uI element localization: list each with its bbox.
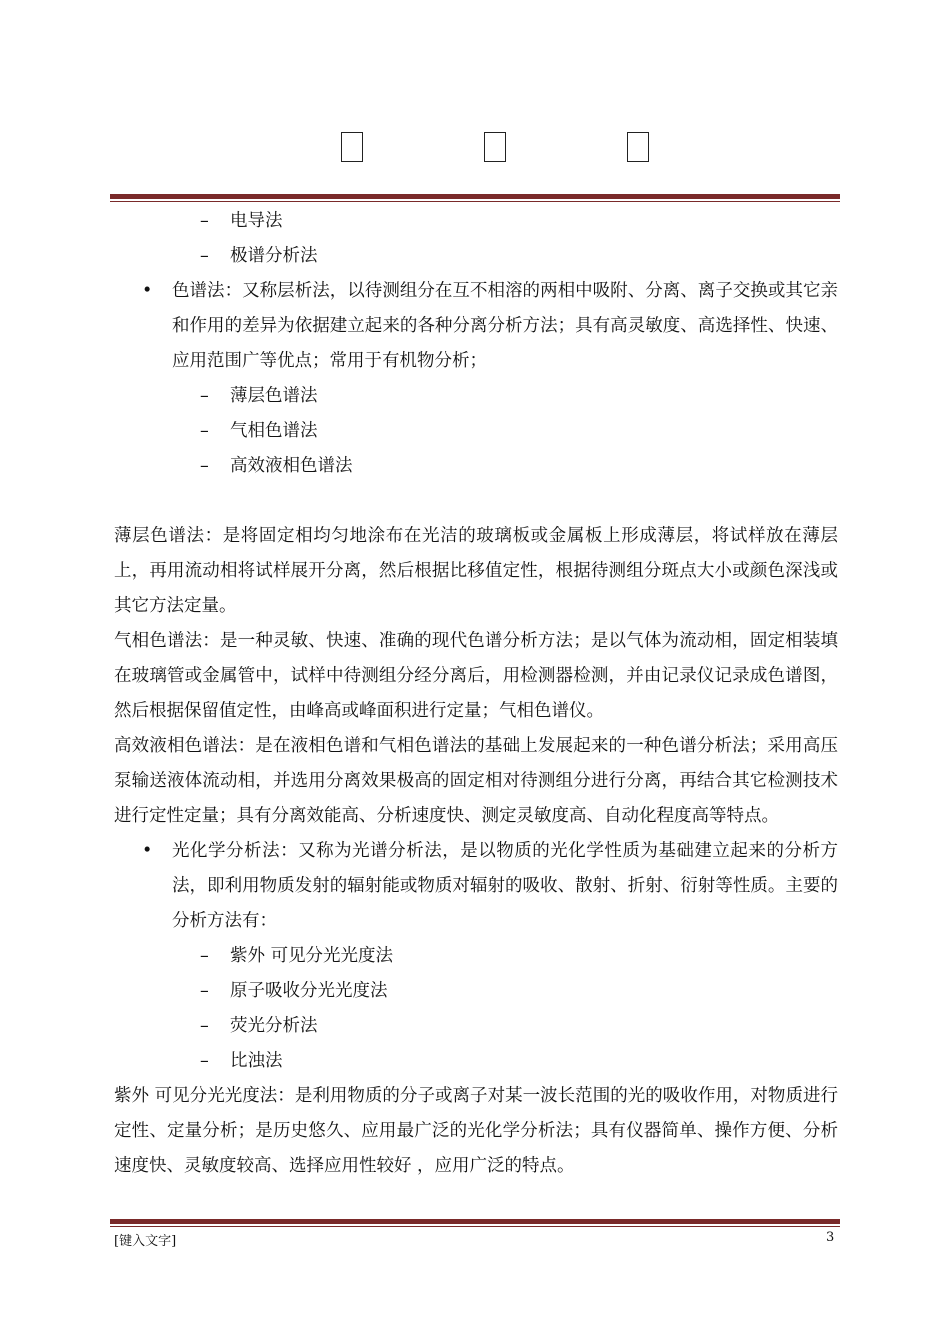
list-item: – 气相色谱法	[200, 421, 318, 441]
list-item: – 极谱分析法	[200, 246, 318, 266]
bullet-item: • 光化学分析法：又称为光谱分析法，是以物质的光化学性质为基础建立起来的分析方法，即利用物质发射的辐射能或物质对辐射的吸收、散射、折射、衍射等性质。主要的分析方法有：	[142, 841, 838, 931]
list-item: – 荧光分析法	[200, 1016, 318, 1036]
header-rule-thin	[110, 201, 840, 202]
paragraph: 气相色谱法：是一种灵敏、快速、准确的现代色谱分析方法；是以气体为流动相，固定相装填在玻璃管或金属管中，试样中待测组分经分离后，用检测器检测，并由记录仪记录成色谱图，然后根据保留值定性，由峰高或峰面积进行定量；气相色谱仪。	[114, 631, 838, 721]
header-rule-thick	[110, 194, 840, 199]
list-item: – 高效液相色谱法	[200, 456, 353, 476]
footer-rule-thin	[110, 1226, 840, 1227]
list-item: – 薄层色谱法	[200, 386, 318, 406]
missing-glyph-icon	[341, 132, 363, 162]
list-item: – 比浊法	[200, 1051, 283, 1071]
paragraph: 高效液相色谱法：是在液相色谱和气相色谱法的基础上发展起来的一种色谱分析法；采用高压泵输送液体流动相，并选用分离效果极高的固定相对待测组分进行分离，再结合其它检测技术进行定性定量；具有分离效能高、分析速度快、测定灵敏度高、自动化程度高等特点。	[114, 736, 838, 826]
document-body	[114, 204, 838, 1184]
page-number: 3	[826, 1230, 835, 1245]
missing-glyph-icon	[627, 132, 649, 162]
footer-text: [键入文字]	[114, 1234, 177, 1249]
bullet-item: • 色谱法：又称层析法，以待测组分在互不相溶的两相中吸附、分离、离子交换或其它亲和作用的差异为依据建立起来的各种分离分析方法；具有高灵敏度、高选择性、快速、应用范围广等优点；常用于有机物分析；	[142, 281, 838, 371]
missing-glyph-icon	[484, 132, 506, 162]
footer-rule-thick	[110, 1219, 840, 1224]
page-header-title	[0, 128, 950, 168]
list-item: – 原子吸收分光光度法	[200, 981, 388, 1001]
paragraph: 紫外 可见分光光度法：是利用物质的分子或离子对某一波长范围的光的吸收作用，对物质进行定性、定量分析；是历史悠久、应用最广泛的光化学分析法；具有仪器简单、操作方便、分析速度快、灵敏度较高、选择应用性较好 ，应用广泛的特点。	[114, 1086, 838, 1176]
list-item: – 紫外 可见分光光度法	[200, 946, 394, 966]
paragraph: 薄层色谱法：是将固定相均匀地涂布在光洁的玻璃板或金属板上形成薄层，将试样放在薄层上，再用流动相将试样展开分离，然后根据比移值定性，根据待测组分斑点大小或颜色深浅或其它方法定量。	[114, 526, 838, 616]
list-item: – 电导法	[200, 211, 283, 231]
